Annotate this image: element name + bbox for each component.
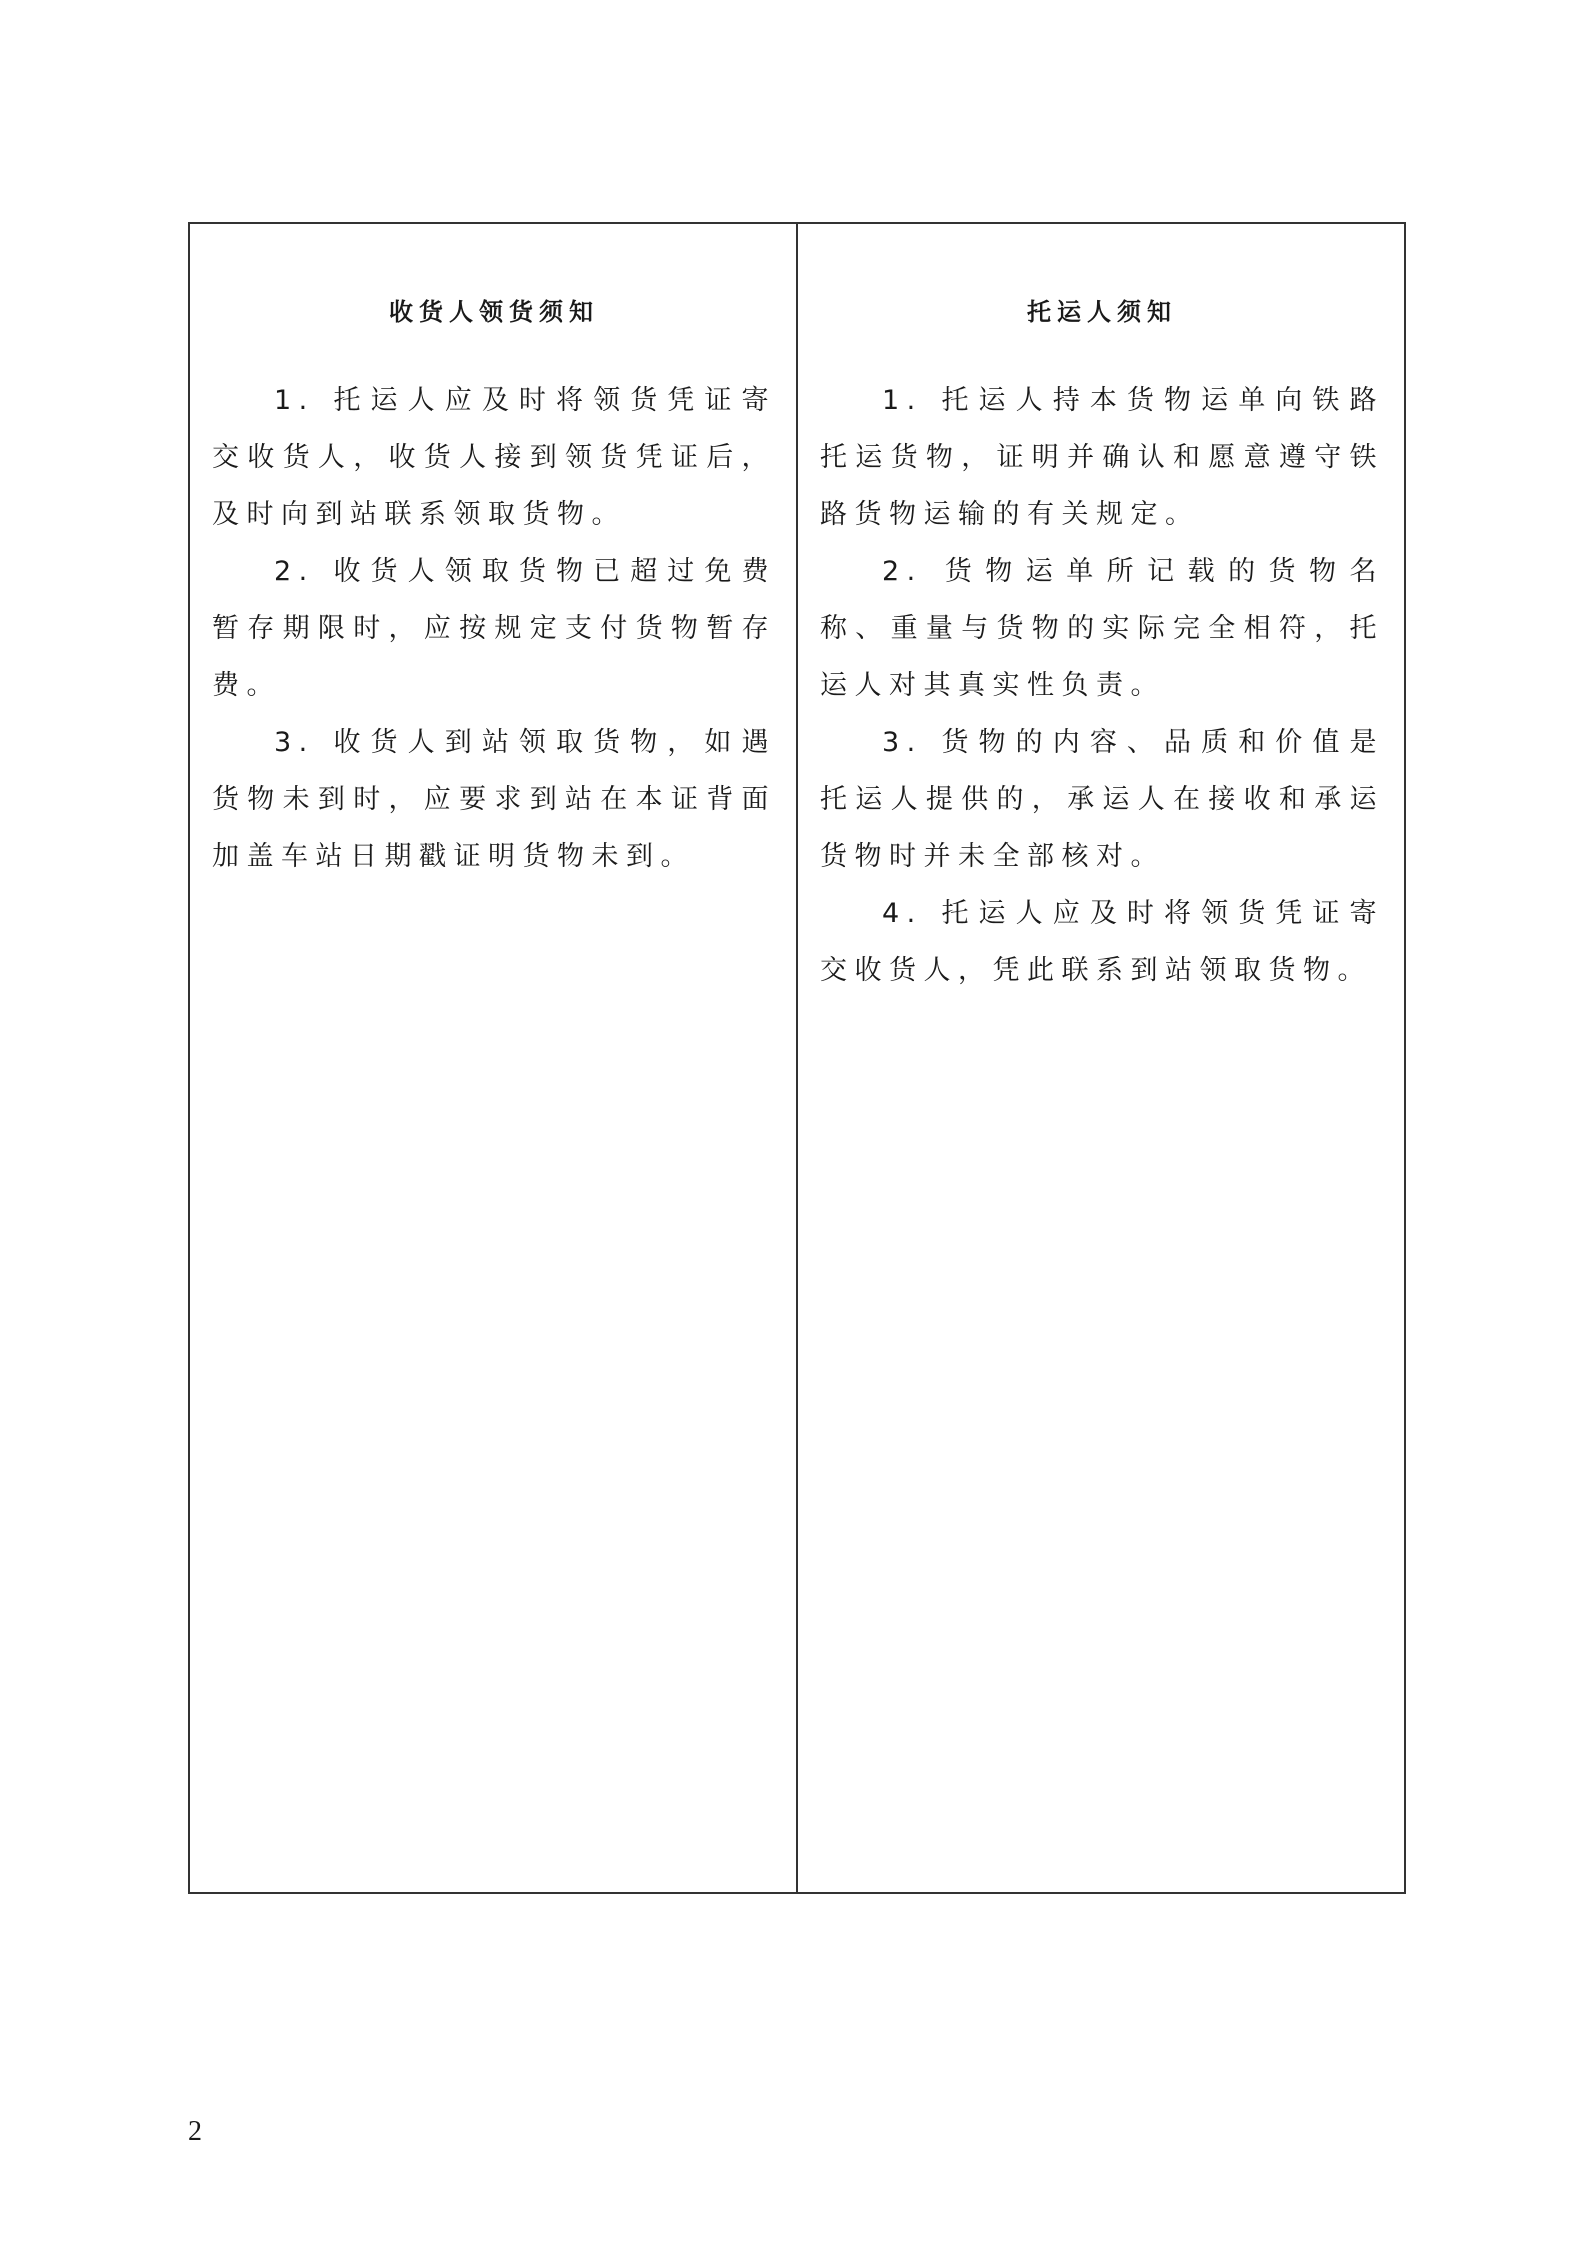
shipper-notice-item: 3. 货物的内容、品质和价值是托运人提供的，承运人在接收和承运货物时并未全部核对。 — [820, 727, 1384, 872]
consignee-notice-title: 收货人领货须知 — [389, 298, 599, 326]
shipper-notice-title: 托运人须知 — [1027, 298, 1177, 326]
notice-table — [188, 222, 1406, 1894]
consignee-notice-column — [190, 224, 796, 1892]
shipper-notice-item: 2. 货物运单所记载的货物名称、重量与货物的实际完全相符，托运人对其真实性负责。 — [820, 556, 1384, 701]
shipper-notice-column — [796, 224, 1404, 1892]
consignee-notice-item: 1. 托运人应及时将领货凭证寄交收货人，收货人接到领货凭证后，及时向到站联系领取货物。 — [212, 385, 776, 530]
page-number: 2 — [188, 2116, 202, 2147]
shipper-notice-item: 1. 托运人持本货物运单向铁路托运货物，证明并确认和愿意遵守铁路货物运输的有关规定。 — [820, 385, 1384, 530]
shipper-notice-item: 4. 托运人应及时将领货凭证寄交收货人，凭此联系到站领取货物。 — [820, 898, 1384, 986]
consignee-notice-item: 3. 收货人到站领取货物，如遇货物未到时，应要求到站在本证背面加盖车站日期戳证明货物未到。 — [212, 727, 776, 872]
consignee-notice-item: 2. 收货人领取货物已超过免费暂存期限时，应按规定支付货物暂存费。 — [212, 556, 776, 701]
